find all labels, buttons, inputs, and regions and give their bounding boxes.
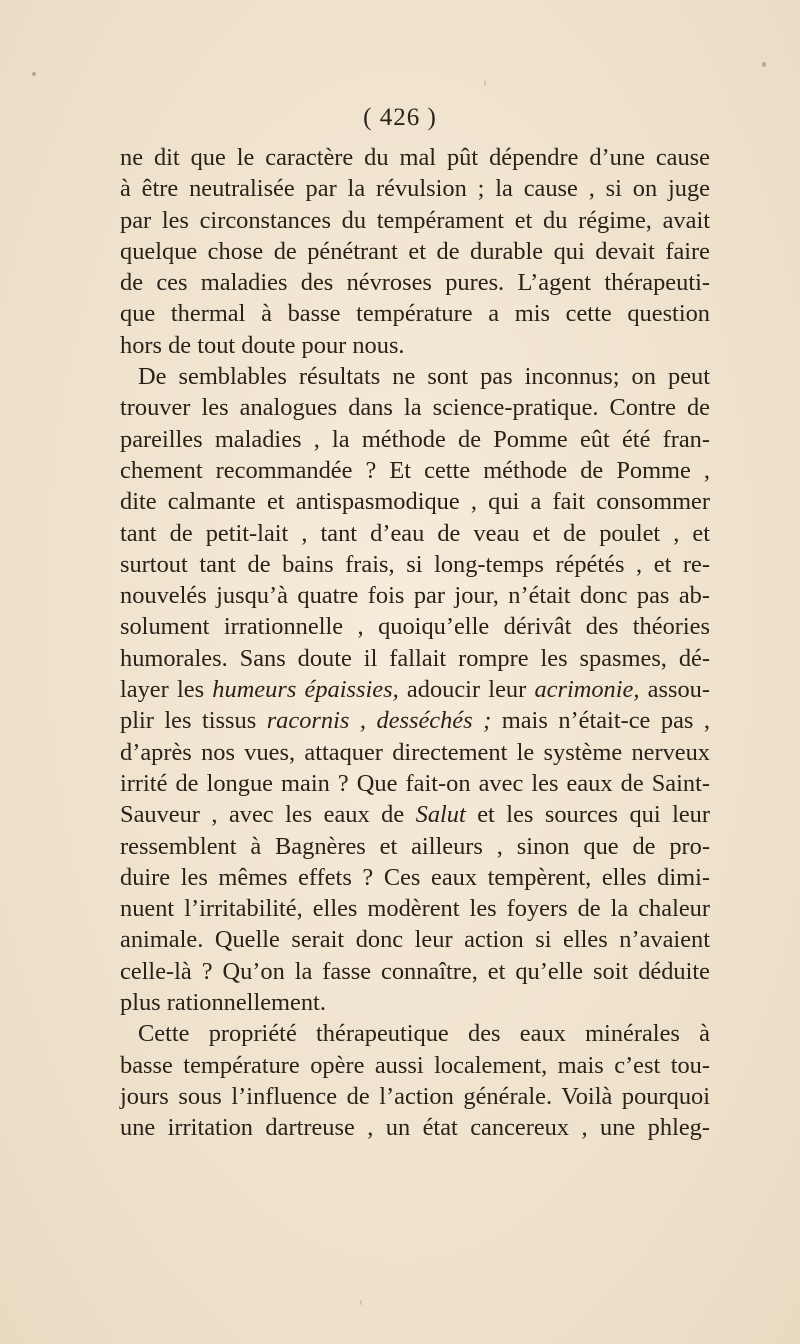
italic-text: acrimonie, — [534, 676, 640, 704]
text-line: duire les mêmes effets ? Ces eaux tempèrent, elles dimi- — [120, 863, 710, 891]
text-line: nuent l’irritabilité, elles modèrent les foyers de la chaleur — [120, 895, 710, 923]
text-line: ne dit que le caractère du mal pût dépendre d’une cause — [120, 144, 710, 171]
text-line: humorales. Sans doute il fallait rompre les spasmes, dé- — [120, 644, 710, 672]
text-line: pareilles maladies , la méthode de Pomme eût été fran- — [120, 425, 710, 453]
text-line — [120, 674, 710, 705]
text-run: assou- — [639, 676, 710, 704]
text-line: par les circonstances du tempérament et du régime, avait — [120, 206, 710, 234]
text-line: chement recommandée ? Et cette méthode de Pomme , — [120, 456, 710, 484]
text-line: que thermal à basse température a mis cette question — [120, 300, 710, 328]
text-line: basse température opère aussi localement, mais c’est tou- — [120, 1051, 710, 1079]
text-line: une irritation dartreuse , un état cancereux , une phleg- — [120, 1114, 710, 1142]
text-line: celle-là ? Qu’on la fasse connaître, et qu’elle soit déduite — [120, 957, 710, 985]
paper-speck — [484, 80, 486, 86]
body-text — [120, 142, 710, 1144]
text-line: nouvelés jusqu’à quatre fois par jour, n’était donc pas ab- — [120, 582, 710, 610]
text-line — [120, 799, 710, 830]
text-run: Sauveur , avec les eaux de — [120, 801, 416, 829]
text-line: animale. Quelle serait donc leur action si elles n’avaient — [120, 926, 710, 954]
text-line: de ces maladies des névroses pures. L’agent thérapeuti- — [120, 269, 710, 297]
text-line: De semblables résultats ne sont pas inconnus; on peut — [138, 363, 710, 391]
text-line: jours sous l’influence de l’action générale. Voilà pourquoi — [120, 1082, 710, 1110]
text-line: hors de tout doute pour nous. — [120, 331, 405, 359]
text-run: layer les — [120, 676, 213, 704]
text-line: surtout tant de bains frais, si long-temps répétés , et re- — [120, 550, 710, 578]
paper-speck — [32, 72, 36, 76]
text-line: plus rationnellement. — [120, 989, 326, 1017]
text-line: irrité de longue main ? Que fait-on avec les eaux de Saint- — [120, 769, 710, 797]
text-line: d’après nos vues, attaquer directement le système nerveux — [120, 738, 710, 766]
paper-speck — [360, 1300, 362, 1305]
text-line: quelque chose de pénétrant et de durable qui devait faire — [120, 237, 710, 265]
page-number: ( 426 ) — [363, 104, 437, 131]
text-line: dite calmante et antispasmodique , qui a fait consommer — [120, 488, 710, 516]
text-line: trouver les analogues dans la science-pratique. Contre de — [120, 394, 710, 422]
text-line: à être neutralisée par la révulsion ; la cause , si on juge — [120, 175, 710, 203]
text-run: adoucir leur — [398, 676, 535, 704]
paper-speck — [762, 62, 766, 67]
text-line: solument irrationnelle , quoiqu’elle dérivât des théories — [120, 613, 710, 641]
text-line: ressemblent à Bagnères et ailleurs , sinon que de pro- — [120, 832, 710, 860]
text-line: tant de petit-lait , tant d’eau de veau et de poulet , et — [120, 519, 710, 547]
italic-text: humeurs épaissies, — [212, 676, 399, 704]
text-run: plir les tissus — [120, 707, 267, 735]
text-run: et les sources qui leur — [465, 801, 710, 829]
text-run: mais n’était-ce pas , — [491, 707, 710, 735]
text-line: Cette propriété thérapeutique des eaux minérales à — [138, 1020, 710, 1048]
italic-text: racornis , desséchés ; — [266, 707, 492, 735]
text-line — [120, 705, 710, 736]
italic-text: Salut — [415, 801, 466, 829]
